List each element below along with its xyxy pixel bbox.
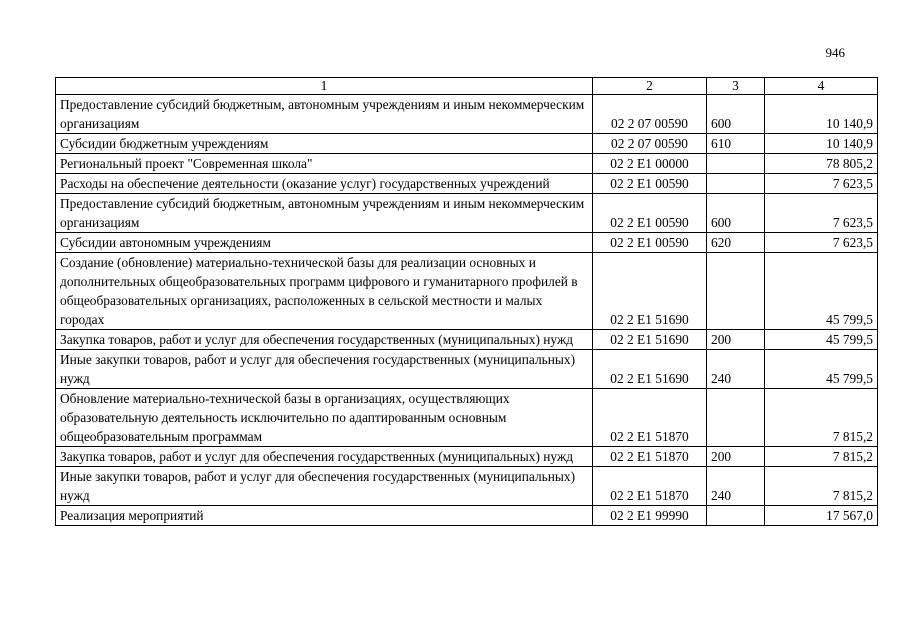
table-row bbox=[56, 467, 878, 506]
table-row bbox=[56, 389, 878, 447]
table-row bbox=[56, 447, 878, 467]
table-row bbox=[56, 95, 878, 134]
row-type-cell: 620 bbox=[707, 233, 765, 253]
row-type-cell: 600 bbox=[707, 95, 765, 134]
row-name-cell: Иные закупки товаров, работ и услуг для обеспечения государственных (муниципальных) нужд bbox=[56, 350, 593, 389]
table-row bbox=[56, 174, 878, 194]
row-type-cell bbox=[707, 506, 765, 526]
row-name-cell: Расходы на обеспечение деятельности (оказание услуг) государственных учреждений bbox=[56, 174, 593, 194]
row-name-cell: Закупка товаров, работ и услуг для обеспечения государственных (муниципальных) нужд bbox=[56, 447, 593, 467]
header-column-4: 4 bbox=[765, 78, 878, 95]
row-amount-cell: 45 799,5 bbox=[765, 330, 878, 350]
page-number: 946 bbox=[825, 45, 845, 60]
row-amount-cell: 7 815,2 bbox=[765, 389, 878, 447]
row-amount-cell: 7 815,2 bbox=[765, 447, 878, 467]
row-name-cell: Региональный проект "Современная школа" bbox=[56, 154, 593, 174]
row-amount-cell: 7 623,5 bbox=[765, 233, 878, 253]
row-type-cell: 600 bbox=[707, 194, 765, 233]
row-amount-cell: 7 623,5 bbox=[765, 174, 878, 194]
row-name-cell: Субсидии бюджетным учреждениям bbox=[56, 134, 593, 154]
row-name-cell: Предоставление субсидий бюджетным, автономным учреждениям и иным некоммерческим организациям bbox=[56, 194, 593, 233]
header-column-3: 3 bbox=[707, 78, 765, 95]
row-amount-cell: 7 623,5 bbox=[765, 194, 878, 233]
row-name-cell: Создание (обновление) материально-технической базы для реализации основных и дополнительных общеобразовательных программ цифрового и гуманитарного профилей в общеобразовательных организациях, расположенных в сельской местности и малых городах bbox=[56, 253, 593, 330]
row-code-cell: 02 2 07 00590 bbox=[593, 95, 707, 134]
row-code-cell: 02 2 Е1 99990 bbox=[593, 506, 707, 526]
row-code-cell: 02 2 Е1 51690 bbox=[593, 350, 707, 389]
row-amount-cell: 78 805,2 bbox=[765, 154, 878, 174]
row-type-cell bbox=[707, 253, 765, 330]
row-amount-cell: 45 799,5 bbox=[765, 350, 878, 389]
table-row bbox=[56, 194, 878, 233]
table-row bbox=[56, 330, 878, 350]
row-code-cell: 02 2 Е1 51870 bbox=[593, 447, 707, 467]
row-type-cell: 240 bbox=[707, 467, 765, 506]
row-type-cell: 610 bbox=[707, 134, 765, 154]
table-row bbox=[56, 350, 878, 389]
row-name-cell: Предоставление субсидий бюджетным, автономным учреждениям и иным некоммерческим организациям bbox=[56, 95, 593, 134]
row-amount-cell: 17 567,0 bbox=[765, 506, 878, 526]
row-type-cell bbox=[707, 389, 765, 447]
row-code-cell: 02 2 Е1 51690 bbox=[593, 330, 707, 350]
table-header-row bbox=[56, 78, 878, 95]
row-name-cell: Субсидии автономным учреждениям bbox=[56, 233, 593, 253]
row-code-cell: 02 2 Е1 51870 bbox=[593, 467, 707, 506]
row-code-cell: 02 2 Е1 00000 bbox=[593, 154, 707, 174]
row-amount-cell: 45 799,5 bbox=[765, 253, 878, 330]
row-amount-cell: 10 140,9 bbox=[765, 134, 878, 154]
row-code-cell: 02 2 07 00590 bbox=[593, 134, 707, 154]
header-column-2: 2 bbox=[593, 78, 707, 95]
row-code-cell: 02 2 Е1 00590 bbox=[593, 233, 707, 253]
row-name-cell: Реализация мероприятий bbox=[56, 506, 593, 526]
row-name-cell: Закупка товаров, работ и услуг для обеспечения государственных (муниципальных) нужд bbox=[56, 330, 593, 350]
table-row bbox=[56, 506, 878, 526]
row-code-cell: 02 2 Е1 00590 bbox=[593, 174, 707, 194]
header-column-1: 1 bbox=[56, 78, 593, 95]
row-type-cell bbox=[707, 174, 765, 194]
row-type-cell: 240 bbox=[707, 350, 765, 389]
row-type-cell bbox=[707, 154, 765, 174]
row-type-cell: 200 bbox=[707, 330, 765, 350]
budget-table bbox=[55, 77, 878, 526]
row-code-cell: 02 2 Е1 00590 bbox=[593, 194, 707, 233]
table-row bbox=[56, 233, 878, 253]
row-code-cell: 02 2 Е1 51870 bbox=[593, 389, 707, 447]
row-amount-cell: 10 140,9 bbox=[765, 95, 878, 134]
table-row bbox=[56, 154, 878, 174]
row-code-cell: 02 2 Е1 51690 bbox=[593, 253, 707, 330]
row-name-cell: Обновление материально-технической базы в организациях, осуществляющих образовательную деятельность исключительно по адаптированным основным общеобразовательным программам bbox=[56, 389, 593, 447]
row-amount-cell: 7 815,2 bbox=[765, 467, 878, 506]
row-name-cell: Иные закупки товаров, работ и услуг для обеспечения государственных (муниципальных) нужд bbox=[56, 467, 593, 506]
table-row bbox=[56, 253, 878, 330]
row-type-cell: 200 bbox=[707, 447, 765, 467]
table-row bbox=[56, 134, 878, 154]
